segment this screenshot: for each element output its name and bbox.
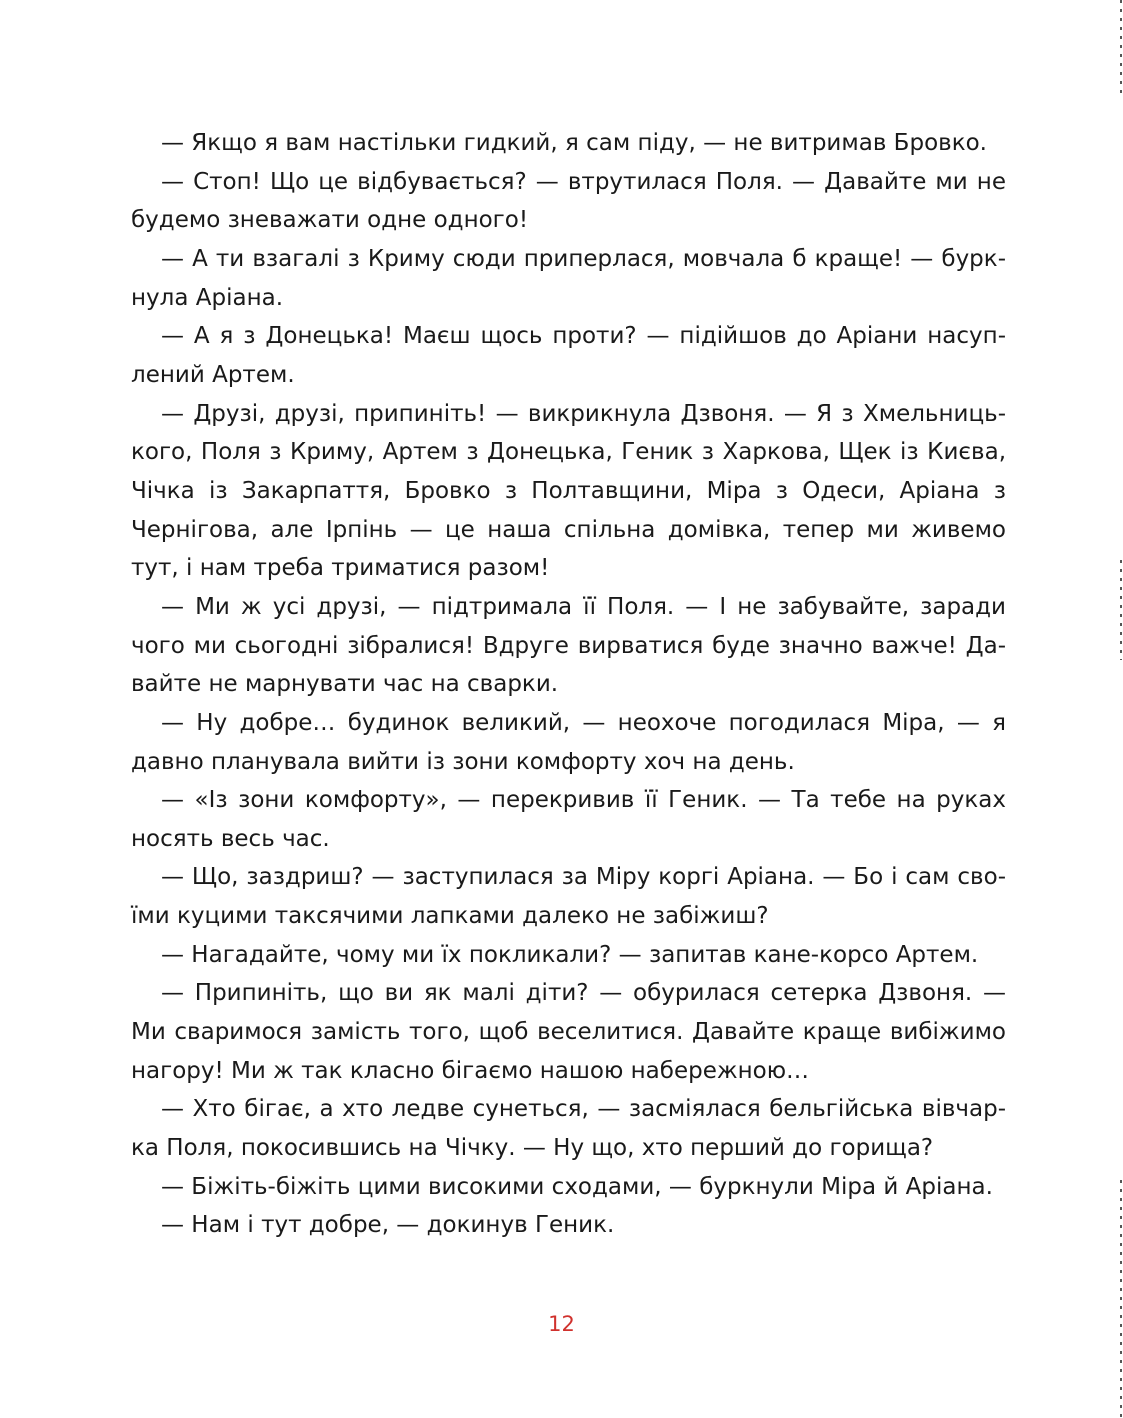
paragraph: — Хто бігає, а хто ледве сунеться, — засміялася бельгійська вівчарка Поля, покосившись на Чічку. — Ну що, хто перший до горища? — [131, 1096, 1006, 1162]
paragraph: — «Із зони комфорту», — перекривив її Геник. — Та тебе на руках носять весь час. — [131, 787, 1006, 852]
body-text — [131, 124, 1006, 1245]
paragraph: — А я з Донецька! Маєш щось проти? — підійшов до Аріани насуплений Артем. — [131, 323, 1006, 388]
edge-dash-segment — [1120, 1180, 1122, 1418]
edge-dash-segment — [1120, 0, 1122, 95]
page-edge-marks — [1119, 0, 1123, 1418]
paragraph: — Друзі, друзі, припиніть! — викрикнула Дзвоня. — Я з Хмельницького, Поля з Криму, Артем з Донецька, Геник з Харкова, Щек із Києва, Чічка із Закарпаття, Бровко з Полтавщини, Міра з Одеси, Аріана з Чернігова, але Ірпінь — це наша спільна домівка, тепер ми живемо тут, і нам треба триматися разом! — [131, 400, 1006, 582]
paragraph: — Нагадайте, чому ми їх покликали? — запитав кане-корсо Артем. — [161, 941, 979, 968]
paragraph: — Стоп! Що це відбувається? — втрутилася Поля. — Давайте ми не будемо зневажати одне одного! — [131, 168, 1006, 234]
page-number: 12 — [548, 1312, 575, 1336]
paragraph: — Якщо я вам настільки гидкий, я сам піду, — не витримав Бровко. — [161, 130, 987, 156]
paragraph: — А ти взагалі з Криму сюди приперлася, мовчала б краще! — буркнула Аріана. — [131, 245, 1006, 311]
paragraph: — Ми ж усі друзі, — підтримала її Поля. — І не забувайте, заради чого ми сьогодні зібралися! Вдруге вирватися буде значно важче! Давайте не марнувати час на сварки. — [131, 593, 1006, 698]
edge-dash-segment — [1120, 560, 1122, 660]
paragraph: — Ну добре… будинок великий, — неохоче погодилася Міра, — я давно планувала вийти із зони комфорту хоч на день. — [131, 709, 1006, 775]
paragraph: — Що, заздриш? — заступилася за Міру коргі Аріана. — Бо і сам своїми куцими таксячими лапками далеко не забіжиш? — [131, 864, 1006, 930]
paragraph: — Припиніть, що ви як малі діти? — обурилася сетерка Дзвоня. — Ми сваримося замість того, щоб веселитися. Давайте краще вибіжимо нагору! Ми ж так класно бігаємо нашою набережною… — [131, 980, 1006, 1084]
paragraph: — Біжіть-біжіть цими високими сходами, — буркнули Міра й Аріана. — [161, 1173, 993, 1200]
paragraph: — Нам і тут добре, — докинув Геник. — [161, 1212, 615, 1239]
